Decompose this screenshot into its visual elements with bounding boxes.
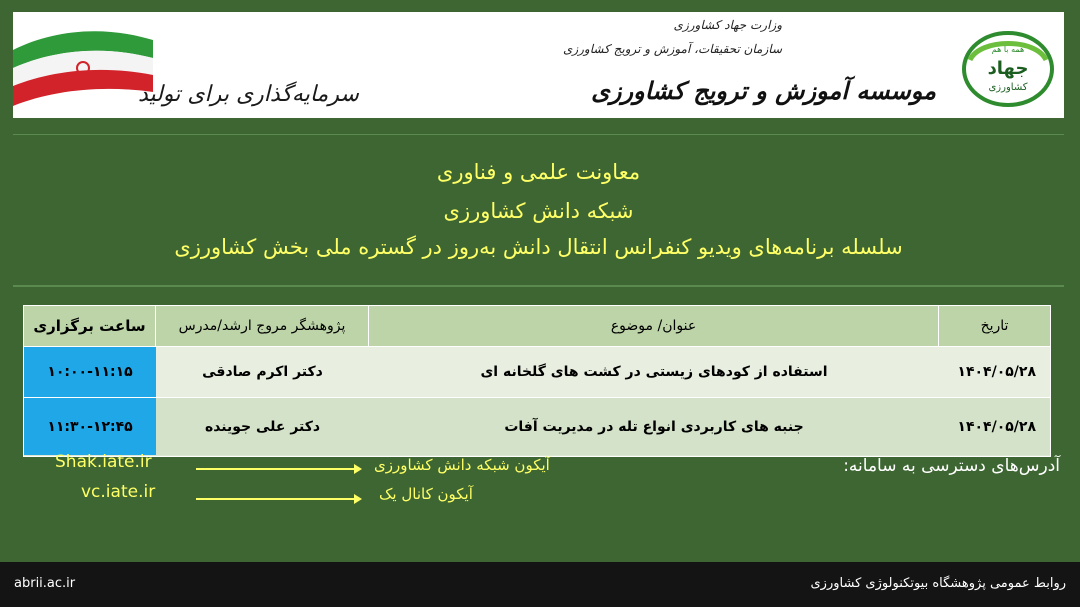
footer-website[interactable]: abrii.ac.ir [14,576,76,591]
schedule-table [23,305,1051,457]
footer-bar [0,562,1080,607]
logo-text-sub: کشاورزی [988,82,1028,93]
row1-date: ۱۴۰۴/۰۵/۲۸ [939,347,1050,397]
presenter-header: پژوهشگر مروج ارشد/مدرس [156,306,369,346]
top-banner [13,12,1064,118]
vc-link[interactable]: vc.iate.ir [81,482,156,502]
deputy-title: معاونت علمی و فناوری [436,160,641,184]
shak-icon-label: آیکون شبکه دانش کشاورزی [374,456,550,474]
row1-presenter: دکتر اکرم صادقی [156,347,369,397]
row1-topic: استفاده از کودهای زیستی در کشت های گلخانه ای [369,347,939,397]
row1-time: ۱۰:۰۰-۱۱:۱۵ [24,347,156,397]
logo-text-top: همه با هم [991,45,1025,54]
jihad-keshavarzi-logo-icon [960,30,1056,108]
footer-credit: روابط عمومی پژوهشگاه بیوتکنولوژی کشاورزی [810,576,1066,591]
row2-time: ۱۱:۳۰-۱۲:۴۵ [24,398,156,455]
row2-presenter: دکتر علی جوینده [156,398,369,455]
arrow-icon [196,468,356,470]
time-header: ساعت برگزاری [24,306,156,346]
ministry-title: وزارت جهاد کشاورزی [673,18,782,32]
vc-icon-label: آیکون کانال یک [379,485,473,503]
program-title: سلسله برنامه‌های ویدیو کنفرانس انتقال دانش به‌روز در گستره ملی بخش کشاورزی [174,235,903,259]
shak-link[interactable]: Shak.iate.ir [55,452,152,472]
row2-date: ۱۴۰۴/۰۵/۲۸ [939,398,1050,455]
row2-topic: جنبه های کاربردی انواع تله در مدیریت آفات [369,398,939,455]
date-header: تاریخ [939,306,1050,346]
access-label: آدرس‌های دسترسی به سامانه: [843,456,1060,476]
iran-flag-icon [13,20,153,110]
slogan: سرمایه‌گذاری برای تولید [138,82,359,107]
organization-title: سازمان تحقیقات، آموزش و ترویج کشاورزی [562,42,782,56]
institute-title: موسسه آموزش و ترویج کشاورزی [591,76,936,105]
logo-text-main: جهاد [987,58,1029,79]
network-title: شبکه دانش کشاورزی [443,199,634,223]
topic-header: عنوان/ موضوع [369,306,939,346]
arrow-icon [196,498,356,500]
header-panel [13,134,1064,287]
